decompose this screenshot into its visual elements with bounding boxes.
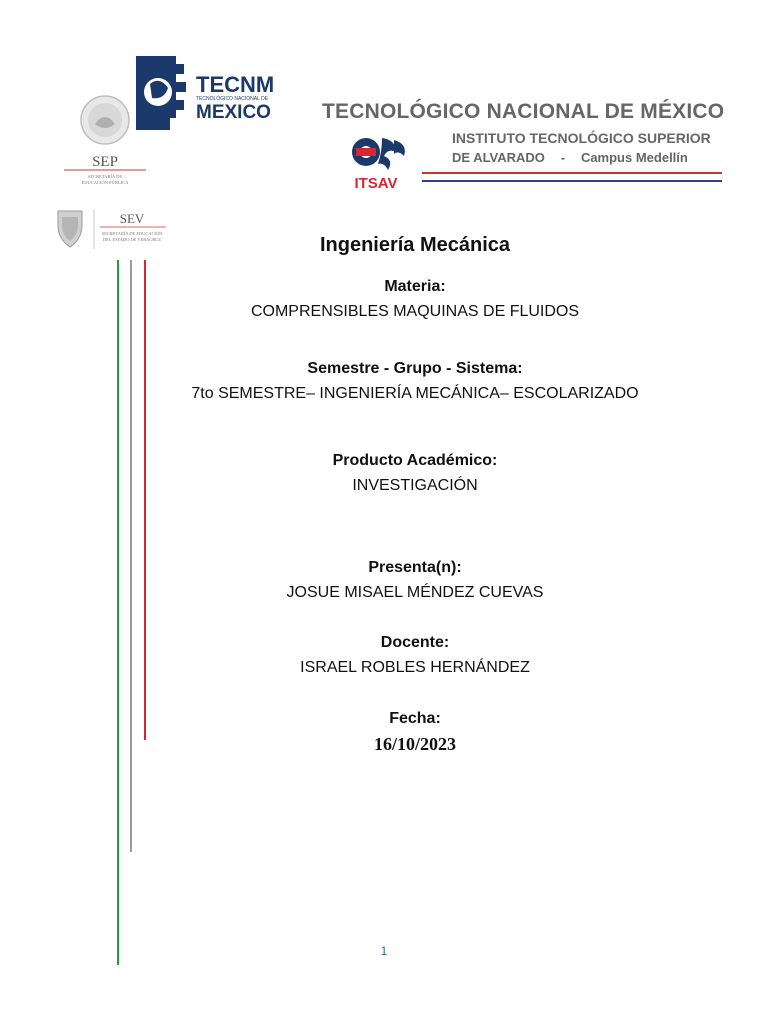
itsav-logo-text: ITSAV: [354, 175, 398, 192]
teacher-label: Docente:: [380, 634, 450, 651]
institute-line1: INSTITUTO TECNOLÓGICO SUPERIOR: [452, 130, 711, 146]
product-value: INVESTIGACIÓN: [352, 477, 478, 494]
semester-label: Semestre - Grupo - Sistema:: [307, 360, 523, 377]
page-number: 1: [380, 944, 388, 958]
institute-line2-b: Campus Medellín: [580, 150, 688, 165]
teacher-value: ISRAEL ROBLES HERNÁNDEZ: [300, 659, 530, 676]
career-title: Ingeniería Mecánica: [319, 234, 511, 256]
semester-value: 7to SEMESTRE– INGENIERÍA MECÁNICA– ESCOLARIZADO: [191, 385, 639, 402]
sep-logo-sub1: SECRETARÍA DE: [87, 174, 123, 179]
date-value: 16/10/2023: [373, 734, 456, 754]
product-label: Producto Académico:: [332, 452, 498, 469]
sev-logo-text: SEV: [119, 211, 145, 226]
institution-title: TECNOLÓGICO NACIONAL DE MÉXICO: [322, 100, 725, 123]
sep-logo-text: SEP: [92, 154, 118, 170]
tecnm-logo-text: TECNM: [196, 72, 275, 97]
institute-line2: [452, 150, 688, 165]
subject-value: COMPRENSIBLES MAQUINAS DE FLUIDOS: [250, 303, 580, 320]
institute-line2-a: DE ALVARADO: [452, 150, 545, 165]
sev-logo-sub2: DEL ESTADO DE VERACRUZ: [102, 237, 162, 242]
itsav-logo: [344, 130, 414, 192]
author-value: JOSUE MISAEL MÉNDEZ CUEVAS: [286, 584, 544, 601]
sev-logo-sub1: SECRETARÍA DE EDUCACIÓN: [101, 231, 163, 236]
tecnm-logo: [134, 52, 284, 144]
header-rule-blue: [422, 180, 722, 182]
side-line-gray: [130, 260, 132, 852]
header-rule-red: [422, 172, 722, 174]
institute-line2-separator: -: [560, 150, 566, 165]
date-label: Fecha:: [389, 710, 441, 727]
tecnm-logo-country: MEXICO: [196, 102, 271, 123]
subject-label: Materia:: [384, 278, 446, 295]
author-label: Presenta(n):: [368, 559, 462, 576]
sep-logo-sub2: EDUCACIÓN PÚBLICA: [81, 180, 129, 185]
side-line-green: [117, 260, 119, 965]
tecnm-logo-sub: TECNOLÓGICO NACIONAL DE: [196, 96, 269, 102]
